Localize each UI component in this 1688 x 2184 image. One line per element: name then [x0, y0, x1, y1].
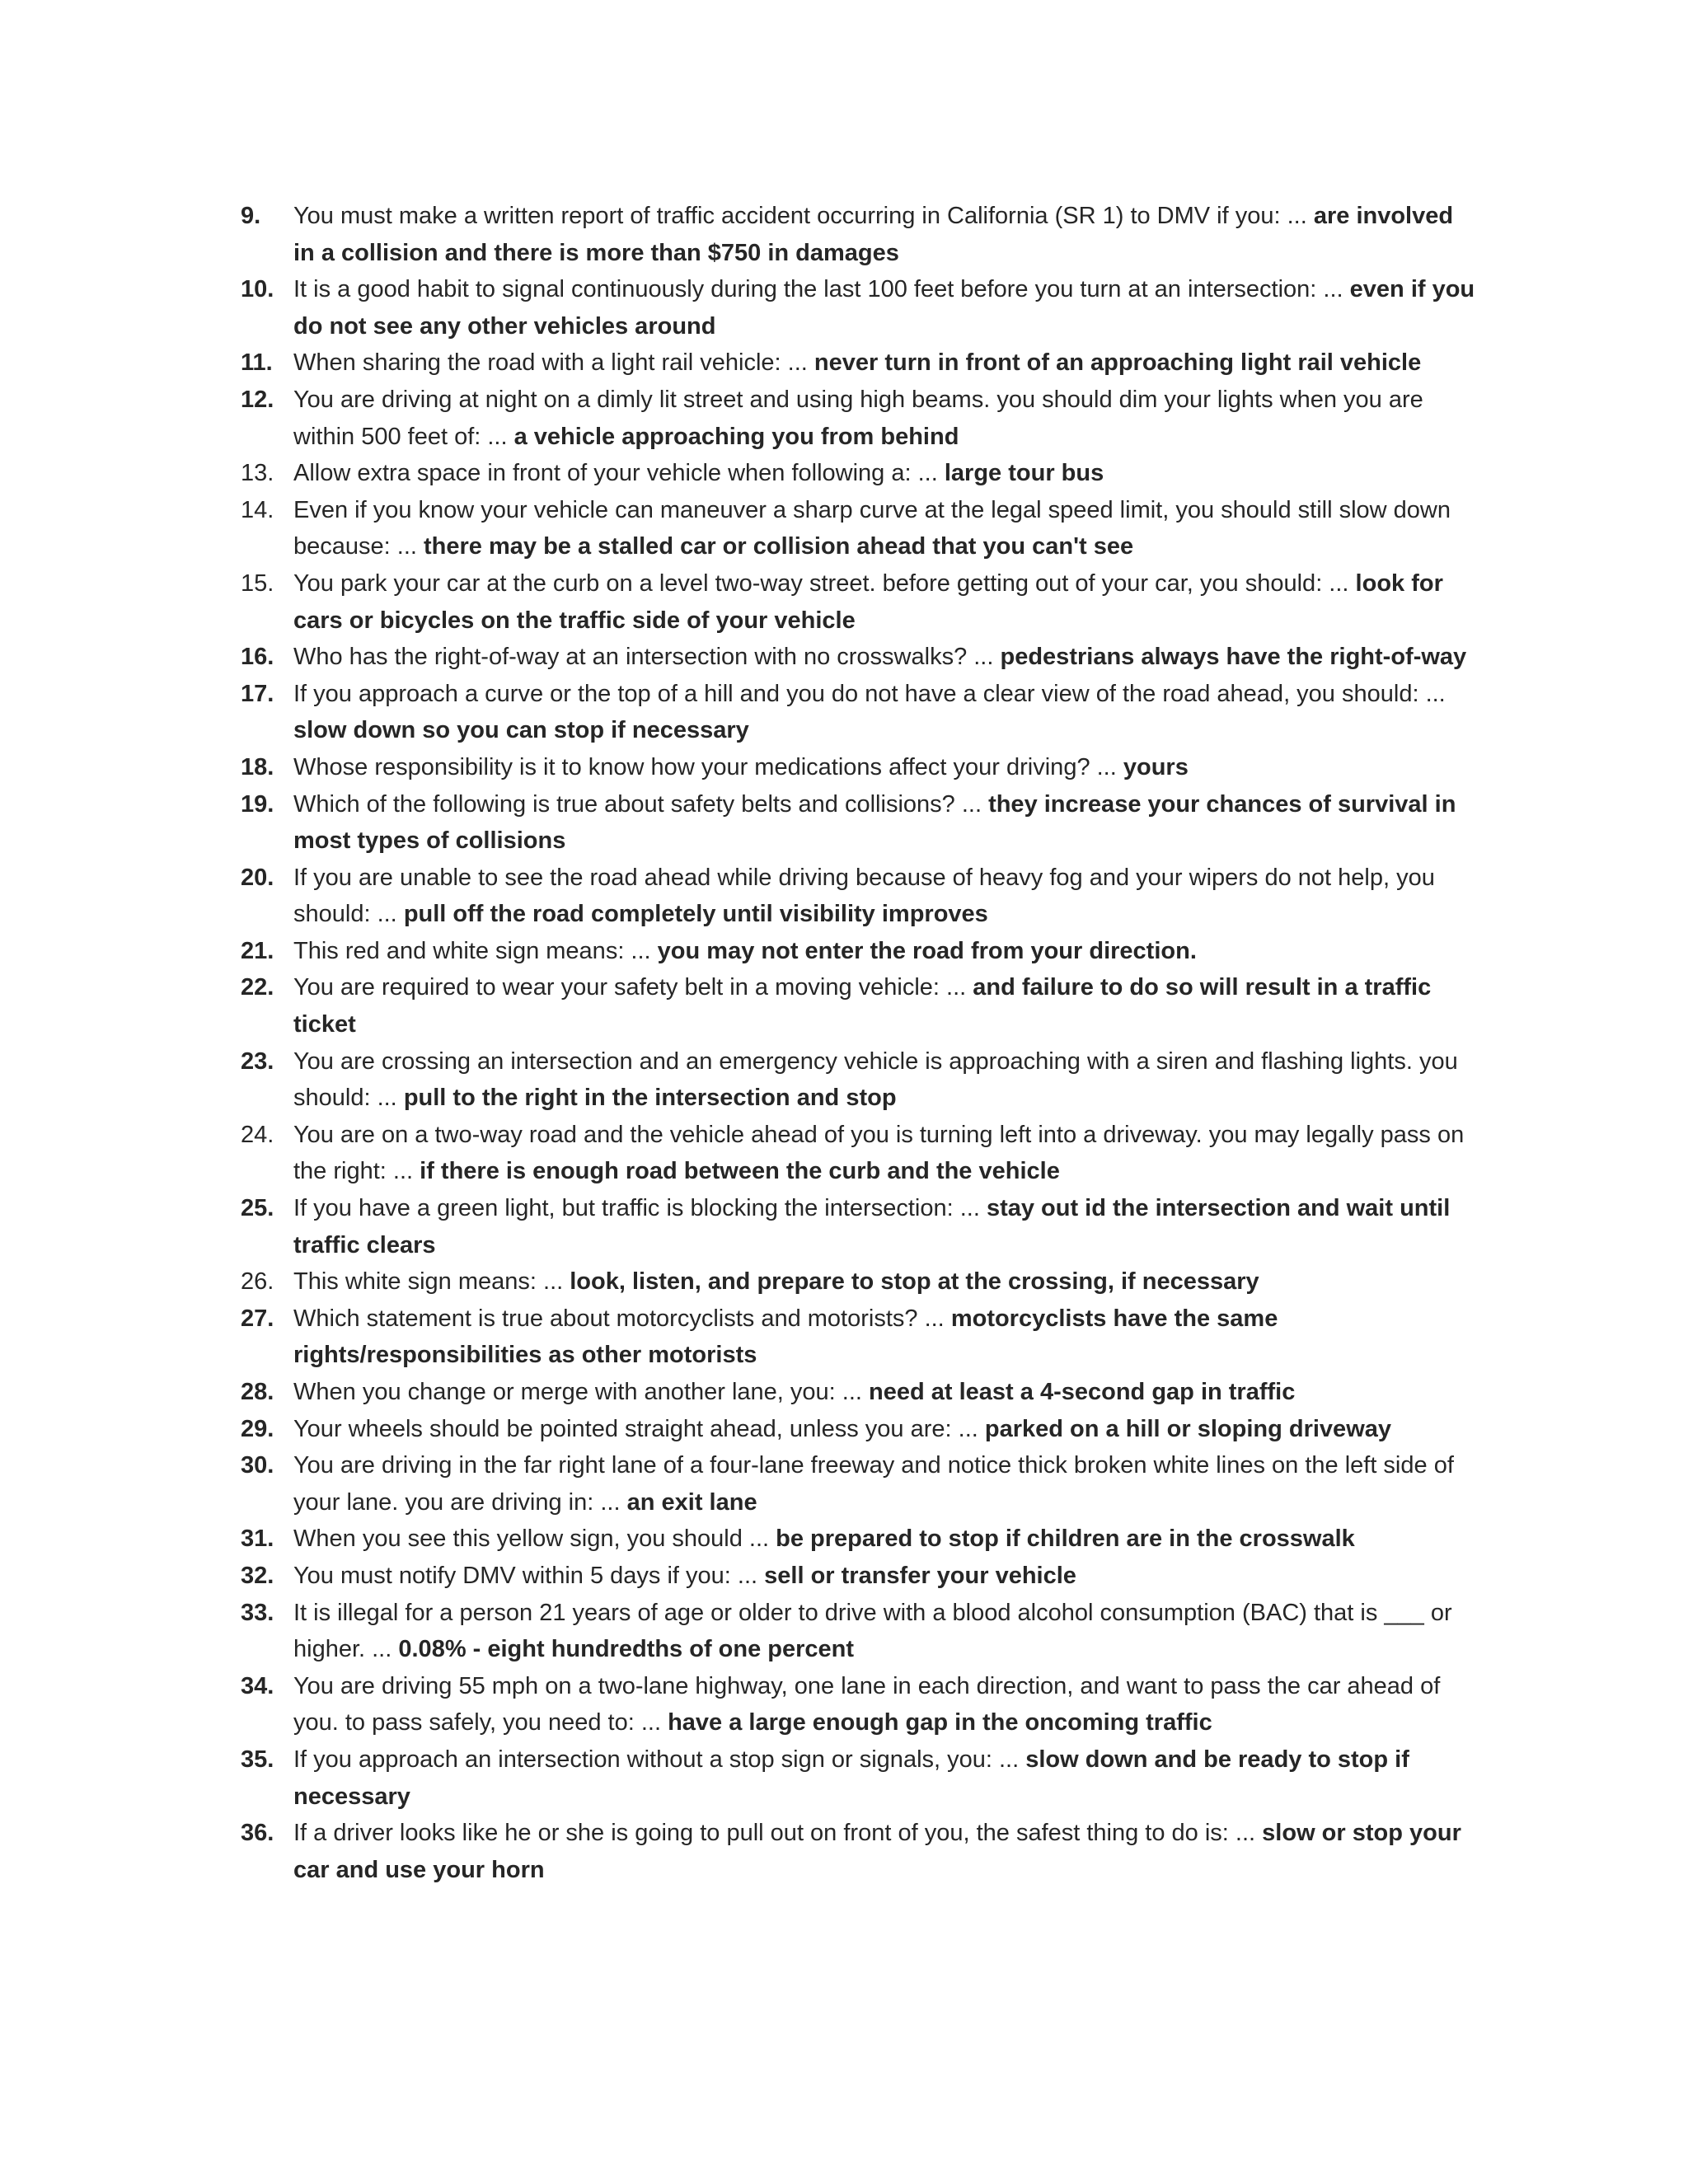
item-text	[293, 1741, 1477, 1815]
list-item	[241, 1595, 1477, 1668]
item-answer: pedestrians always have the right-of-way	[1000, 644, 1467, 671]
item-question: You are driving in the far right lane of a four-lane freeway and notice thick broken white lines on the left side of your lane. you are driving in: ...	[293, 1452, 1454, 1516]
item-question: You are required to wear your safety belt in a moving vehicle: ...	[293, 974, 967, 1001]
item-text	[293, 565, 1477, 639]
item-text	[293, 1263, 1477, 1301]
item-text	[293, 1558, 1477, 1595]
item-question: It is illegal for a person 21 years of age or older to drive with a blood alcohol consumption (BAC) that is ___ or higher. ...	[293, 1599, 1452, 1663]
list-item	[241, 382, 1477, 455]
item-question: Even if you know your vehicle can maneuver a sharp curve at the legal speed limit, you should still slow down because: ...	[293, 496, 1451, 560]
item-number: 16.	[241, 644, 274, 671]
item-number: 23.	[241, 1047, 274, 1075]
item-answer: large tour bus	[944, 460, 1104, 487]
item-answer: slow down so you can stop if necessary	[293, 717, 749, 744]
item-question: If you approach a curve or the top of a hill and you do not have a clear view of the road ahead, you should: ...	[293, 680, 1446, 707]
item-answer: pull to the right in the intersection and stop	[403, 1085, 897, 1112]
item-answer: if there is enough road between the curb and the vehicle	[420, 1158, 1060, 1185]
item-question: When you see this yellow sign, you should ...	[293, 1526, 770, 1553]
item-number: 10.	[241, 276, 274, 303]
item-text	[293, 1411, 1477, 1448]
item-answer: need at least a 4-second gap in traffic	[869, 1379, 1296, 1405]
item-text	[293, 1043, 1477, 1117]
item-answer: yours	[1123, 753, 1189, 780]
item-number: 20.	[241, 864, 274, 891]
item-question: You park your car at the curb on a level two-way street. before getting out of your car, you should: ...	[293, 569, 1349, 597]
item-number: 25.	[241, 1195, 274, 1222]
item-question: Your wheels should be pointed straight ahead, unless you are: ...	[293, 1415, 978, 1442]
item-text	[293, 1668, 1477, 1741]
item-text	[293, 1447, 1477, 1521]
item-text	[293, 933, 1477, 970]
list-item	[241, 969, 1477, 1043]
item-question: You are on a two-way road and the vehicle ahead of you is turning left into a driveway. you may legally pass on the right: ...	[293, 1121, 1465, 1185]
item-number: 17.	[241, 680, 274, 707]
item-question: When sharing the road with a light rail vehicle: ...	[293, 349, 808, 377]
item-answer: even if you do not see any other vehicles around	[293, 276, 1475, 340]
item-question: If you approach an intersection without a stop sign or signals, you: ...	[293, 1746, 1020, 1773]
list-item	[241, 676, 1477, 749]
item-number: 34.	[241, 1672, 274, 1699]
item-answer: slow or stop your car and use your horn	[293, 1820, 1461, 1883]
item-answer: pull off the road completely until visibility improves	[403, 901, 988, 928]
item-answer: have a large enough gap in the oncoming traffic	[668, 1709, 1212, 1736]
list-item	[241, 1117, 1477, 1190]
item-question: You are crossing an intersection and an emergency vehicle is approaching with a siren and flashing lights. you should: ...	[293, 1047, 1458, 1112]
list-item	[241, 1741, 1477, 1815]
list-item	[241, 1558, 1477, 1595]
item-question: You are driving 55 mph on a two-lane highway, one lane in each direction, and want to pass the car ahead of you. to pass safely, you need to: ...	[293, 1672, 1441, 1736]
item-number: 28.	[241, 1379, 274, 1405]
item-answer: slow down and be ready to stop if necessary	[293, 1746, 1409, 1810]
item-answer: look for cars or bicycles on the traffic side of your vehicle	[293, 569, 1443, 634]
item-text	[293, 1301, 1477, 1374]
item-answer: parked on a hill or sloping driveway	[984, 1415, 1392, 1442]
item-question: Whose responsibility is it to know how your medications affect your driving? ...	[293, 753, 1117, 780]
item-number: 13.	[241, 460, 274, 487]
item-question: You are driving at night on a dimly lit street and using high beams. you should dim your lights when you are within 500 feet of: ...	[293, 386, 1423, 450]
item-text	[293, 198, 1477, 271]
item-question: You must notify DMV within 5 days if you: ...	[293, 1562, 758, 1589]
item-answer: never turn in front of an approaching light rail vehicle	[814, 349, 1422, 377]
item-answer: look, listen, and prepare to stop at the crossing, if necessary	[570, 1268, 1259, 1296]
list-item	[241, 1043, 1477, 1117]
item-text	[293, 749, 1477, 786]
list-item	[241, 344, 1477, 382]
item-number: 11.	[241, 349, 273, 377]
list-item	[241, 1815, 1477, 1888]
item-question: This white sign means: ...	[293, 1268, 564, 1296]
item-answer: 0.08% - eight hundredths of one percent	[398, 1636, 855, 1663]
item-number: 22.	[241, 974, 274, 1001]
list-item	[241, 1301, 1477, 1374]
item-number: 24.	[241, 1121, 274, 1148]
item-text	[293, 786, 1477, 860]
item-text	[293, 860, 1477, 933]
list-item	[241, 271, 1477, 344]
item-answer: are involved in a collision and there is more than $750 in damages	[293, 203, 1454, 266]
item-question: This red and white sign means: ...	[293, 937, 651, 964]
item-text	[293, 492, 1477, 565]
item-question: When you change or merge with another lane, you: ...	[293, 1379, 862, 1405]
item-text	[293, 969, 1477, 1043]
list-item	[241, 1411, 1477, 1448]
item-number: 35.	[241, 1746, 274, 1773]
item-question: It is a good habit to signal continuously during the last 100 feet before you turn at an intersection: ...	[293, 276, 1343, 303]
list-item	[241, 565, 1477, 639]
list-item	[241, 933, 1477, 970]
item-number: 19.	[241, 790, 274, 818]
item-answer: you may not enter the road from your direction.	[657, 937, 1197, 964]
list-item	[241, 639, 1477, 676]
item-text	[293, 455, 1477, 492]
item-text	[293, 1815, 1477, 1888]
item-text	[293, 639, 1477, 676]
item-answer: an exit lane	[626, 1488, 757, 1516]
list-item	[241, 198, 1477, 271]
item-text	[293, 676, 1477, 749]
item-text	[293, 1117, 1477, 1190]
item-question: Allow extra space in front of your vehicle when following a: ...	[293, 460, 938, 487]
item-number: 15.	[241, 569, 274, 597]
item-number: 32.	[241, 1562, 274, 1589]
item-question: Which of the following is true about safety belts and collisions? ...	[293, 790, 982, 818]
list-item	[241, 1263, 1477, 1301]
list-item	[241, 749, 1477, 786]
item-question: Which statement is true about motorcyclists and motorists? ...	[293, 1305, 945, 1332]
item-text	[293, 382, 1477, 455]
item-number: 36.	[241, 1820, 274, 1847]
item-question: Who has the right-of-way at an intersection with no crosswalks? ...	[293, 644, 994, 671]
item-number: 14.	[241, 496, 274, 523]
item-answer: stay out id the intersection and wait until traffic clears	[293, 1195, 1451, 1258]
item-answer: a vehicle approaching you from behind	[513, 423, 959, 450]
item-number: 12.	[241, 386, 274, 413]
item-question: If you have a green light, but traffic is blocking the intersection: ...	[293, 1195, 980, 1222]
item-text	[293, 271, 1477, 344]
item-answer: there may be a stalled car or collision ahead that you can't see	[424, 533, 1134, 560]
question-answer-list	[241, 198, 1477, 1888]
list-item	[241, 1190, 1477, 1263]
item-answer: and failure to do so will result in a traffic ticket	[293, 974, 1432, 1038]
item-number: 30.	[241, 1452, 274, 1479]
item-number: 9.	[241, 203, 261, 229]
item-number: 26.	[241, 1268, 274, 1296]
list-item	[241, 492, 1477, 565]
item-number: 31.	[241, 1526, 274, 1553]
item-answer: be prepared to stop if children are in the crosswalk	[776, 1526, 1355, 1553]
item-question: If a driver looks like he or she is going to pull out on front of you, the safest thing to do is: ...	[293, 1820, 1256, 1847]
list-item	[241, 1374, 1477, 1411]
item-number: 29.	[241, 1415, 274, 1442]
item-text	[293, 1374, 1477, 1411]
list-item	[241, 1447, 1477, 1521]
item-answer: sell or transfer your vehicle	[764, 1562, 1076, 1589]
list-item	[241, 860, 1477, 933]
list-item	[241, 1668, 1477, 1741]
list-item	[241, 786, 1477, 860]
item-text	[293, 1521, 1477, 1558]
item-number: 18.	[241, 753, 274, 780]
item-text	[293, 344, 1477, 382]
item-question: If you are unable to see the road ahead while driving because of heavy fog and your wipers do not help, you should: ...	[293, 864, 1435, 928]
item-number: 33.	[241, 1599, 274, 1626]
item-text	[293, 1595, 1477, 1668]
item-question: You must make a written report of traffic accident occurring in California (SR 1) to DMV if you: ...	[293, 203, 1307, 229]
item-number: 21.	[241, 937, 274, 964]
item-text	[293, 1190, 1477, 1263]
item-answer: they increase your chances of survival in most types of collisions	[293, 790, 1456, 855]
item-answer: motorcyclists have the same rights/responsibilities as other motorists	[293, 1305, 1278, 1369]
list-item	[241, 455, 1477, 492]
item-number: 27.	[241, 1305, 274, 1332]
list-item	[241, 1521, 1477, 1558]
